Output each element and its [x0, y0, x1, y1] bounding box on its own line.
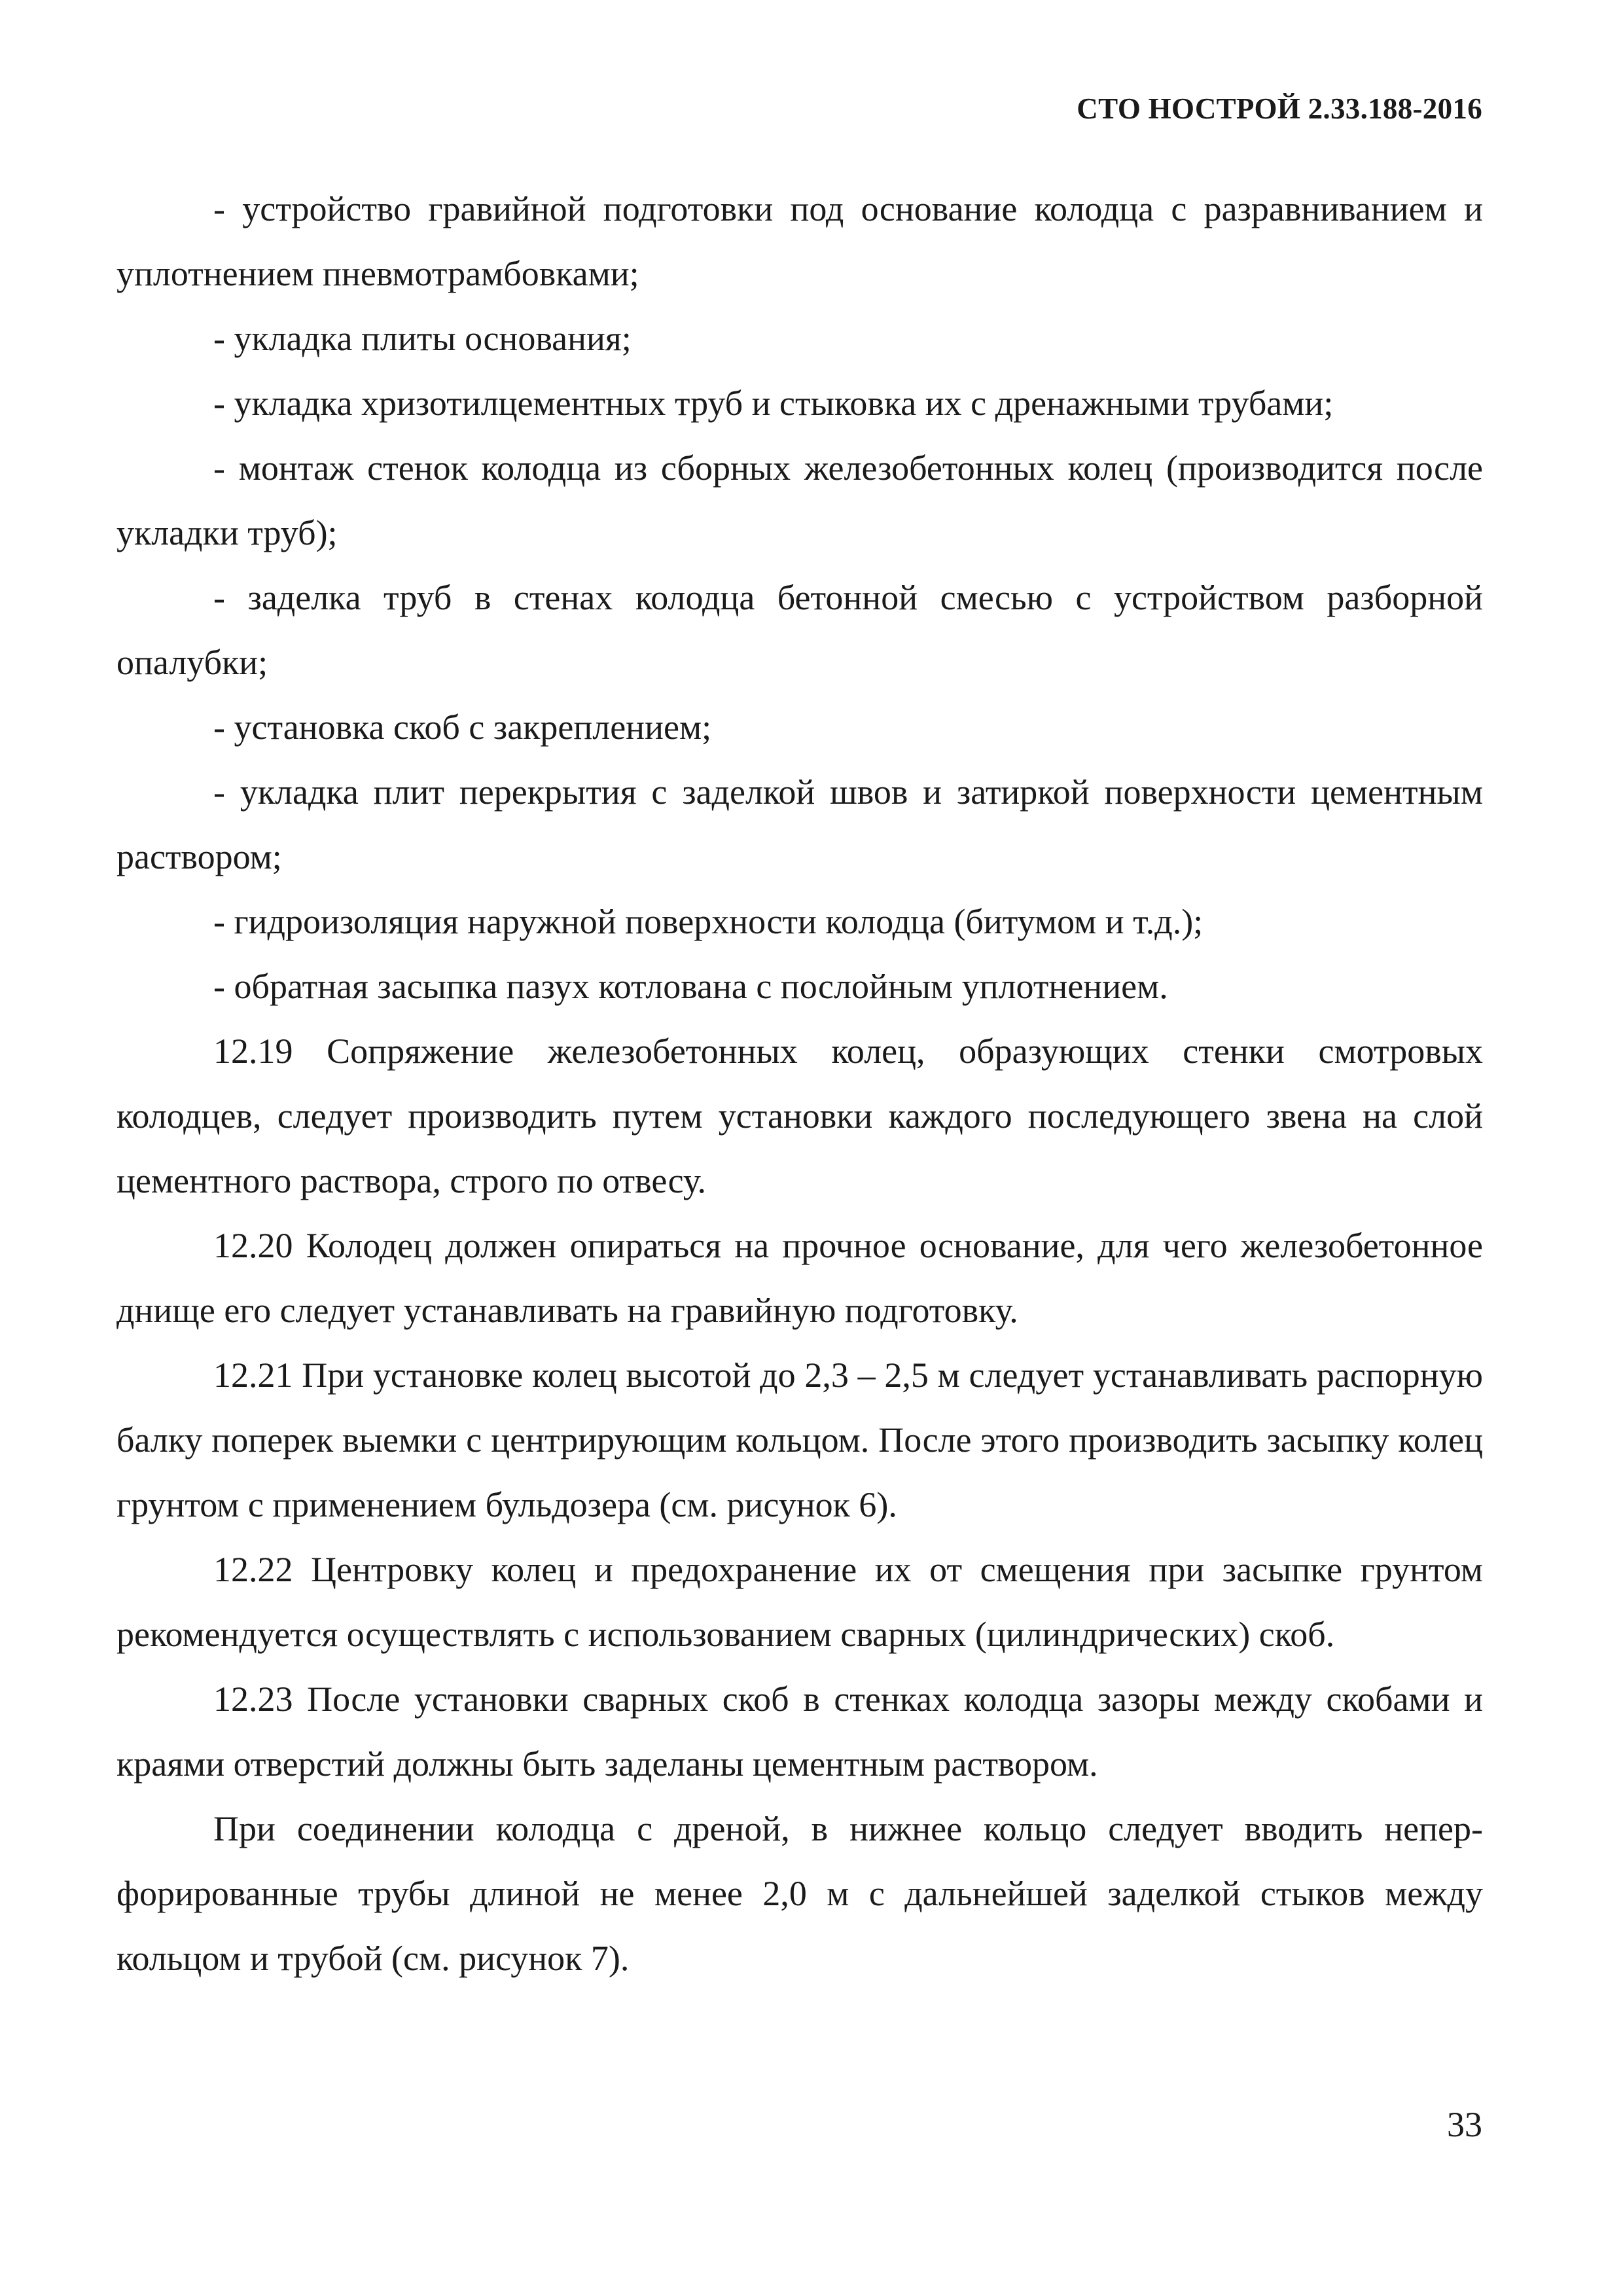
paragraph-bracket-installation: - установка скоб с закреплением;: [213, 708, 712, 747]
paragraph-backfill: - обратная засыпка пазух котлована с послойным уплотнением.: [213, 967, 1168, 1006]
body-text: [116, 177, 1483, 1991]
paragraph-gravel-preparation: - устройство гравийной подготовки под основание колодца с разравниванием и уплотнением пневмотрамбовками;: [116, 189, 1483, 293]
paragraph-cover-slabs: - укладка плит перекрытия с заделкой швов и затиркой поверхности цементным раствором;: [116, 772, 1483, 876]
page-number: 33: [1447, 2105, 1482, 2144]
paragraph-12-23: 12.23 После установки сварных скоб в стенках колодца зазоры между скобами и краями отверстий должны быть заделаны цементным раствором.: [116, 1679, 1483, 1784]
paragraph-12-21: 12.21 При установке колец высотой до 2,3 – 2,5 м следует устанавливать распорную балку поперек выемки с центрирующим кольцом. После этого производить засыпку колец грунтом с применением бульдозера (см. рисунок 6).: [116, 1355, 1483, 1524]
paragraph-waterproofing: - гидроизоляция наружной поверхности колодца (битумом и т.д.);: [213, 902, 1204, 941]
paragraph-12-19: 12.19 Сопряжение железобетонных колец, образующих стенки смотровых колодцев, следует производить путем установки каждого последующего звена на слой цементного раствора, строго по отвесу.: [116, 1031, 1483, 1200]
paragraph-pipe-sealing: - заделка труб в стенах колодца бетонной смесью с устройством разборной опалубки;: [116, 578, 1483, 682]
paragraph-12-22: 12.22 Центровку колец и предохранение их от смещения при засыпке грунтом рекомендуется осуществлять с использованием сварных (цилиндрических) скоб.: [116, 1550, 1483, 1654]
paragraph-pipe-laying: - укладка хризотилцементных труб и стыковка их с дренажными трубами;: [213, 384, 1334, 423]
document-code-header: СТО НОСТРОЙ 2.33.188-2016: [1077, 92, 1482, 125]
paragraph-base-slab: - укладка плиты основания;: [213, 319, 632, 358]
paragraph-12-20: 12.20 Колодец должен опираться на прочное основание, для чего железобетонное днище его следует устанавливать на гравийную подготовку.: [116, 1226, 1483, 1330]
paragraph-wall-assembly: - монтаж стенок колодца из сборных железобетонных колец (производится после укладки труб);: [116, 448, 1483, 552]
paragraph-drain-connection: При соединении колодца с дреной, в нижнее кольцо следует вводить неперфорированные трубы длиной не менее 2,0 м с дальнейшей заделкой стыков между кольцом и трубой (см. рисунок 7).: [116, 1809, 1483, 1978]
